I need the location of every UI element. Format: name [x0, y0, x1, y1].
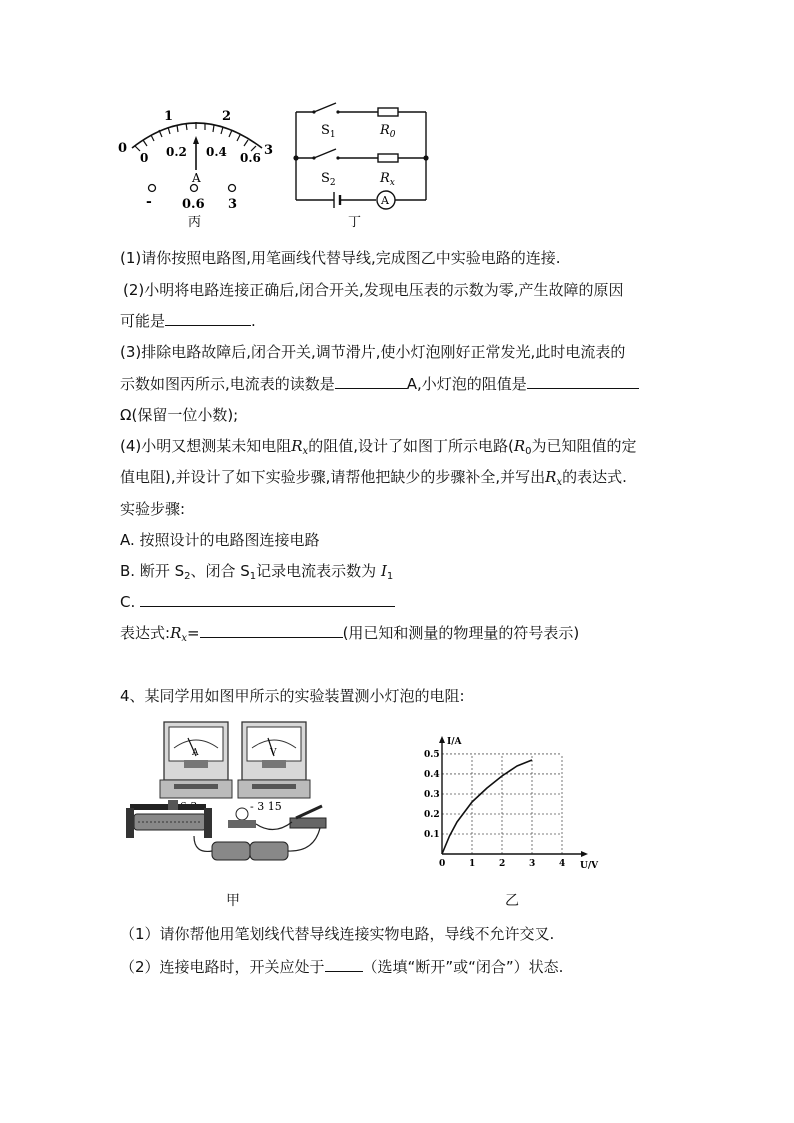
symbol-rx: R [291, 437, 303, 455]
x-axis-label: U/V [580, 861, 599, 871]
svg-text:S1 [321, 123, 336, 140]
y-tick-label: 0.5 [424, 749, 440, 760]
y-axis-arrow [439, 736, 445, 743]
step-c-label: C. [120, 593, 136, 611]
scale-top-label: 3 [264, 143, 274, 158]
answer-blank-expression[interactable] [200, 623, 343, 638]
voltmeter-terminals: - 3 15 [250, 800, 282, 813]
q3-item3-line2 [120, 374, 639, 394]
q3-item3-line1: (3)排除电路故障后,闭合开关,调节滑片,使小灯泡刚好正常发光,此时电流表的 [120, 343, 626, 361]
expression-hint: (用已知和测量的物理量的符号表示) [342, 624, 580, 642]
steps-title: 实验步骤: [120, 500, 186, 518]
symbol-i: I [380, 562, 387, 580]
scale-bottom-label: 0.6 [240, 151, 261, 165]
answer-blank-step-c[interactable] [140, 592, 395, 607]
symbol-r0: R [513, 437, 526, 455]
label-s1: S [321, 123, 330, 138]
answer-blank-switch-state[interactable] [325, 957, 363, 972]
x-tick-label: 1 [469, 859, 476, 869]
symbol-rx: R [545, 468, 557, 486]
q3-item4-line2 [120, 467, 627, 493]
step-b-text-c: 记录电流表示数为 [256, 562, 377, 580]
scale-top-label: 2 [222, 109, 232, 124]
label-r0-sub: 0 [389, 130, 396, 140]
ammeter-dial-figure [110, 100, 280, 230]
x-tick-label: 2 [499, 859, 506, 869]
q4-item2 [120, 957, 563, 977]
dial-unit: A [192, 171, 201, 185]
step-b [120, 561, 393, 587]
q4-item2-text-b: （选填“断开”或“闭合”）状态. [362, 958, 564, 976]
q3-item2-prefix: 可能是 [120, 312, 166, 330]
symbol-rx-sub: x [302, 446, 309, 457]
figure-caption-jia: 甲 [226, 893, 240, 909]
q3-item4-text-a: (4)小明又想测某未知电阻 [120, 437, 292, 455]
q3-item1: (1)请你按照电路图,用笔画线代替导线,完成图乙中实验电路的连接. [120, 249, 561, 267]
label-rx-sub: x [389, 178, 395, 188]
symbol-r0-sub: 0 [525, 446, 532, 457]
q3-item4-text-d: 值电阻),并设计了如下实验步骤,请帮他把缺少的步骤补全,并写出 [120, 468, 546, 486]
q3-item4-text-c: 为已知阻值的定 [531, 437, 637, 455]
y-axis-label: I/A [447, 736, 462, 747]
q3-item2-suffix: . [251, 312, 256, 330]
q3-item3-prefix: 示数如图丙所示,电流表的读数是 [120, 375, 335, 393]
terminal-0.6-label: 0.6 [182, 197, 205, 212]
iu-curve-chart [412, 716, 612, 876]
q4-item2-text-a: （2）连接电路时，开关应处于 [120, 958, 325, 976]
symbol-rx: R [170, 624, 182, 642]
scale-top-label: 0 [118, 141, 128, 156]
symbol-rx-sub: x [181, 633, 187, 644]
x-tick-label: 4 [559, 859, 566, 869]
label-s2: S [321, 171, 330, 186]
q3-item4-text-e: 的表达式. [562, 468, 627, 486]
expression-line [120, 623, 579, 649]
label-s1-sub: 1 [329, 130, 336, 140]
q3-item4-line1 [120, 436, 637, 462]
figure-caption-ding: 丁 [348, 215, 362, 230]
svg-text:R0 [379, 123, 396, 140]
expression-label: 表达式: [120, 624, 171, 642]
scale-bottom-label: 0 [140, 151, 149, 165]
y-tick-label: 0.1 [424, 829, 440, 840]
switch [290, 806, 326, 828]
battery [212, 842, 288, 860]
y-tick-label: 0.4 [424, 769, 440, 780]
answer-blank-current[interactable] [335, 374, 407, 389]
ammeter-unit: A [192, 748, 199, 758]
answer-blank-resistance[interactable] [527, 374, 639, 389]
answer-blank-fault[interactable] [165, 311, 251, 326]
q3-item2-line2 [120, 311, 256, 331]
voltmeter-device [238, 722, 310, 798]
label-r0: R [380, 123, 390, 138]
step-b-sub-2: 2 [184, 571, 191, 582]
q4-item1: （1）请你帮他用笔划线代替导线连接实物电路，导线不允许交叉. [120, 925, 555, 943]
step-b-text-a: B. 断开 S [120, 562, 185, 580]
y-tick-label: 0.2 [424, 809, 440, 820]
apparatus-figure [124, 718, 344, 868]
x-tick-label: 3 [529, 859, 536, 869]
scale-bottom-label: 0.4 [206, 145, 227, 159]
equals-sign: = [187, 624, 200, 642]
figure-caption-bing: 丙 [188, 215, 202, 230]
voltmeter-unit: V [270, 748, 277, 758]
q4-title: 4、某同学用如图甲所示的实验装置测小灯泡的电阻: [120, 687, 465, 705]
q3-item2-line1: (2)小明将电路连接正确后,闭合开关,发现电压表的示数为零,产生故障的原因 [123, 281, 624, 299]
q3-item3-middle: A,小灯泡的阻值是 [406, 375, 527, 393]
x-axis-arrow [581, 851, 588, 857]
scale-top-label: 1 [164, 109, 174, 124]
rheostat [126, 800, 212, 838]
q3-item3-line3: Ω(保留一位小数); [120, 406, 239, 424]
q3-item4-text-b: 的阻值,设计了如图丁所示电路( [308, 437, 514, 455]
terminal-minus-label: - [146, 194, 152, 210]
step-b-text-b: 、闭合 S [190, 562, 250, 580]
step-b-sub-1: 1 [249, 571, 257, 582]
label-s2-sub: 2 [329, 178, 336, 188]
label-rx: R [380, 171, 390, 186]
figure-caption-yi: 乙 [505, 893, 519, 909]
step-a: A. 按照设计的电路图连接电路 [120, 531, 320, 549]
step-c [120, 592, 395, 612]
svg-text:Rx [379, 171, 395, 188]
terminal-3-label: 3 [228, 197, 238, 212]
symbol-rx-sub: x [556, 477, 563, 488]
circuit-diagram-figure [286, 100, 436, 230]
scale-bottom-label: 0.2 [166, 145, 187, 159]
y-tick-label: 0.3 [424, 789, 440, 800]
x-tick-label: 0 [439, 859, 446, 869]
symbol-i-sub: 1 [386, 571, 394, 582]
svg-text:S2 [321, 171, 336, 188]
ammeter-device [160, 722, 232, 798]
ammeter-symbol-label: A [381, 194, 389, 207]
